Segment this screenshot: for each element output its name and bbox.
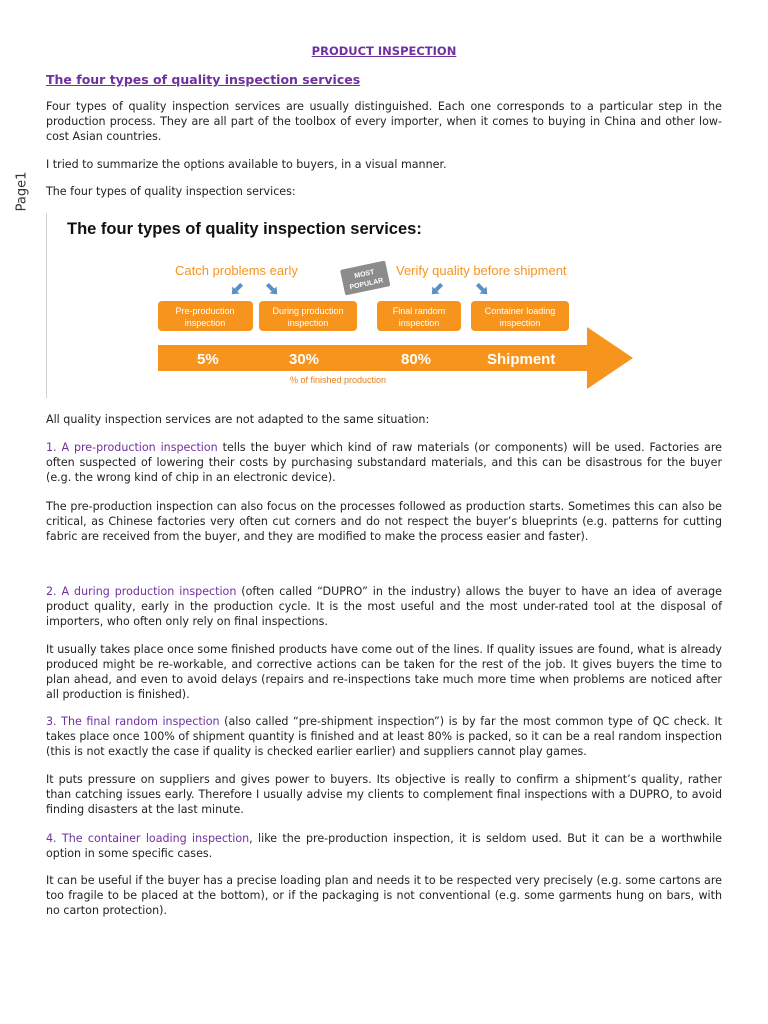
svg-text:Container loading: Container loading <box>484 306 556 316</box>
section-2-lead: 2. A during production inspection <box>46 585 237 598</box>
pointer-arrow-icon <box>228 281 245 298</box>
timeline-label-30pct: 30% <box>289 351 320 368</box>
intro-summary-paragraph: I tried to summarize the options available to buyers, in a visual manner. <box>46 158 447 171</box>
most-popular-badge <box>340 260 390 295</box>
inspection-box-final-random <box>377 301 461 331</box>
section-3-paragraph: 3. The final random inspection (also called “pre-shipment inspection”) is by far the most common type of QC check. It takes place once 100% of shipment quantity is finished and at least 80% is packed, so it can be a real random inspection (this is not exactly the case if quality is checked earlier earlier) and suppliers cannot play games. <box>46 715 723 758</box>
intro-figure-lead: The four types of quality inspection services: <box>46 185 296 198</box>
section-1-paragraph: 1. A pre-production inspection tells the buyer which kind of raw materials (or components) will be used. Factories are often suspected of lowering their costs by purchasing substandard materials, and this can be disastrous for the buyer (e.g. the wrong kind of chip in an electronic device). <box>46 441 722 484</box>
section-4-paragraph: 4. The container loading inspection, like the pre-production inspection, it is seldom used. But it can be a worthwhile option in some specific cases. <box>46 832 722 860</box>
svg-text:inspection: inspection <box>287 318 329 328</box>
svg-text:inspection: inspection <box>499 318 541 328</box>
timeline-label-shipment: Shipment <box>487 351 556 368</box>
timeline-label-5pct: 5% <box>197 351 219 368</box>
not-adapted-paragraph: All quality inspection services are not adapted to the same situation: <box>46 413 430 426</box>
production-timeline-arrow <box>158 327 633 389</box>
verify-quality-caption: Verify quality before shipment <box>396 263 567 278</box>
svg-text:Final random: Final random <box>392 306 446 316</box>
pointer-arrow-icon <box>264 281 281 298</box>
page-title: PRODUCT INSPECTION <box>311 44 457 58</box>
svg-text:inspection: inspection <box>184 318 226 328</box>
figure-heading: The four types of quality inspection services: <box>67 220 422 238</box>
section-4-lead: 4. The container loading inspection <box>46 832 250 845</box>
section-1-lead: 1. A pre-production inspection <box>46 441 218 454</box>
section-3-lead: 3. The final random inspection <box>46 715 220 728</box>
inspection-box-during-production <box>259 301 357 331</box>
svg-text:inspection: inspection <box>398 318 440 328</box>
axis-note: % of finished production <box>290 375 387 385</box>
pointer-arrow-icon <box>428 281 445 298</box>
badge-line-1: MOST <box>353 269 376 281</box>
inspection-box-pre-production <box>158 301 253 331</box>
inspection-types-figure <box>46 213 647 398</box>
intro-paragraph: Four types of quality inspection services are usually distinguished. Each one corresponds to a particular step in the production process. They are all part of the toolbox of every importer, when it comes to buying in China and other low-cost Asian countries. <box>46 100 722 143</box>
section-2-extra-paragraph: It usually takes place once some finished products have come out of the lines. If quality issues are found, what is already produced might be re-workable, and corrective actions can be taken for the rest of the job. It gives buyers the time to plan ahead, and even to avoid delays (repairs and re-inspections take much more time when problems are noticed after all production is finished). <box>46 643 722 701</box>
section-1-extra-paragraph: The pre-production inspection can also focus on the processes followed as production starts. Sometimes this can also be critical, as Chinese factories very often cut corners and do not respect the buyer’s blueprints (e.g. patterns for cutting fabric are received from the buyer, and they are modified to make the process easier and faster). <box>46 500 722 543</box>
badge-line-2: POPULAR <box>349 277 385 292</box>
catch-early-caption: Catch problems early <box>175 263 298 278</box>
pointer-arrow-icon <box>474 281 491 298</box>
section-4-extra-paragraph: It can be useful if the buyer has a precise loading plan and needs it to be respected very precisely (e.g. some cartons are too fragile to be placed at the bottom), or if the packaging is not conventional (e.g. some garments hung on bars, with no carton protection). <box>46 874 722 917</box>
section-heading: The four types of quality inspection services <box>46 72 361 87</box>
section-3-extra-paragraph: It puts pressure on suppliers and gives power to buyers. Its objective is really to confirm a shipment’s quality, rather than catching issues early. Therefore I usually advise my clients to complement final inspections with a DUPRO, to avoid finding disasters at the last minute. <box>46 773 722 816</box>
inspection-box-container-loading <box>471 301 569 331</box>
inspection-diagram <box>47 213 647 398</box>
svg-text:During production: During production <box>272 306 344 316</box>
section-2-paragraph: 2. A during production inspection (often called “DUPRO” in the industry) allows the buyer to have an idea of average product quality, early in the production cycle. It is the most useful and the most under-rated tool at the disposal of importers, who often only rely on final inspections. <box>46 585 723 628</box>
svg-text:Pre-production: Pre-production <box>175 306 235 316</box>
page-number-label: Page1 <box>14 171 30 212</box>
timeline-label-80pct: 80% <box>401 351 432 368</box>
